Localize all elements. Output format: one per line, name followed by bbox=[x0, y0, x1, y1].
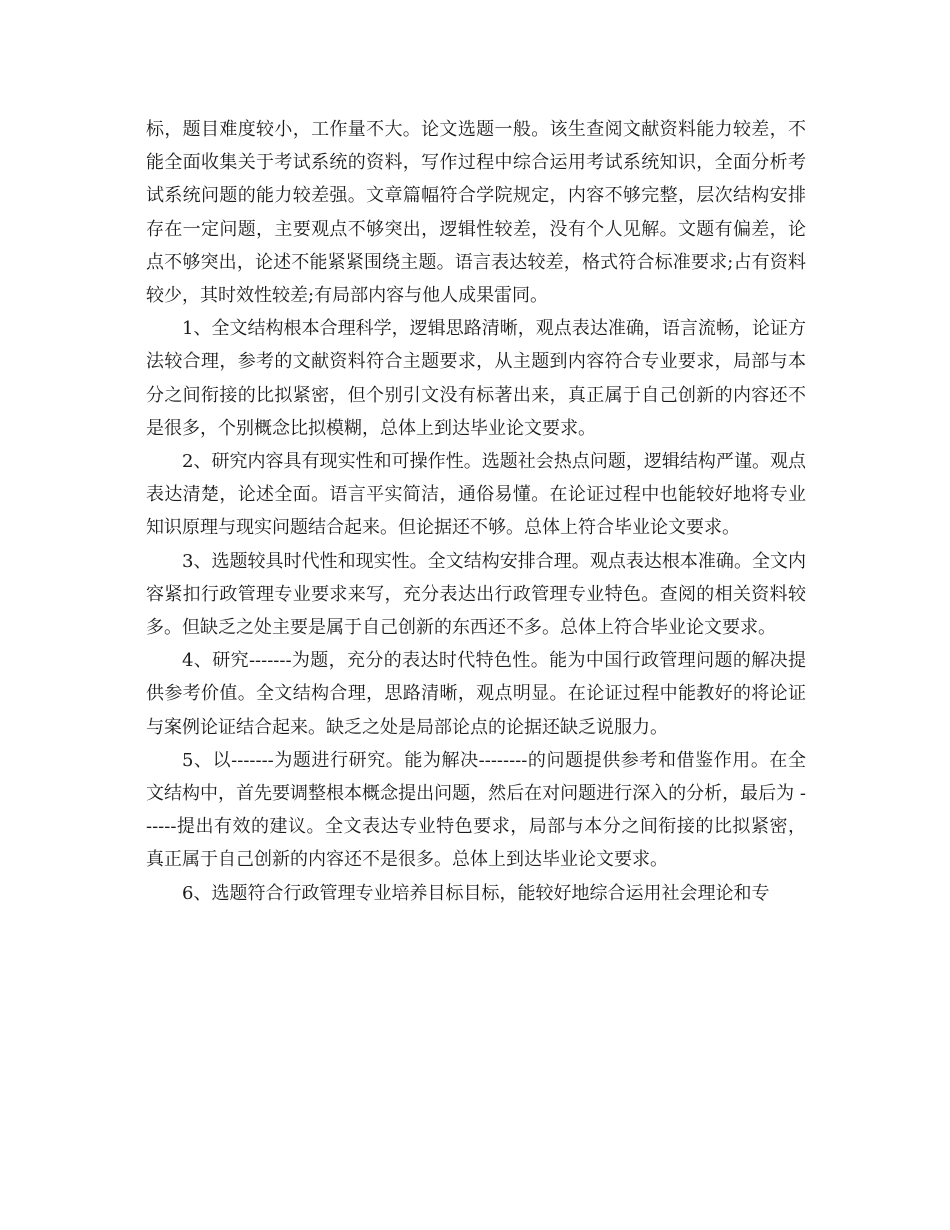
paragraph-item-3: 3、选题较具时代性和现实性。全文结构安排合理。观点表达根本准确。全文内容紧扣行政管理专业要求来写，充分表达出行政管理专业特色。查阅的相关资料较多。但缺乏之处主要是属于自己创新的东西还不多。总体上符合毕业论文要求。 bbox=[146, 550, 806, 639]
paragraph-item-1: 1、全文结构根本合理科学，逻辑思路清晰，观点表达准确，语言流畅，论证方法较合理，参考的文献资料符合主题要求，从主题到内容符合专业要求，局部与本分之间衔接的比拟紧密，但个别引文没有标著出来，真正属于自己创新的内容还不是很多，个别概念比拟模糊，总体上到达毕业论文要求。 bbox=[146, 318, 806, 439]
paragraph-item-5: 5、以-------为题进行研究。能为解决--------的问题提供参考和借鉴作用。在全文结构中，首先要调整根本概念提出问题，然后在对问题进行深入的分析，最后为 ------提出有效的建议。全文表达专业特色要求，局部与本分之间衔接的比拟紧密，真正属于自己创新的内容还不是很多。总体上到达毕业论文要求。 bbox=[146, 749, 806, 871]
document-body bbox=[146, 113, 806, 910]
paragraph-item-6: 6、选题符合行政管理专业培养目标目标，能较好地综合运用社会理论和专 bbox=[182, 882, 770, 904]
paragraph-continuation: 标，题目难度较小，工作量不大。论文选题一般。该生查阅文献资料能力较差，不能全面收集关于考试系统的资料，写作过程中综合运用考试系统知识，全面分析考试系统问题的能力较差强。文章篇幅符合学院规定，内容不够完整，层次结构安排存在一定问题，主要观点不够突出，逻辑性较差，没有个人见解。文题有偏差，论点不够突出，论述不能紧紧围绕主题。语言表达较差，格式符合标准要求;占有资料较少，其时效性较差;有局部内容与他人成果雷同。 bbox=[146, 119, 806, 307]
paragraph-item-2: 2、研究内容具有现实性和可操作性。选题社会热点问题，逻辑结构严谨。观点表达清楚，论述全面。语言平实简洁，通俗易懂。在论证过程中也能较好地将专业知识原理与现实问题结合起来。但论据还不够。总体上符合毕业论文要求。 bbox=[146, 451, 806, 539]
paragraph-item-4: 4、研究-------为题，充分的表达时代特色性。能为中国行政管理问题的解决提供参考价值。全文结构合理，思路清晰，观点明显。在论证过程中能教好的将论证与案例论证结合起来。缺乏之处是局部论点的论据还缺乏说服力。 bbox=[146, 650, 806, 738]
